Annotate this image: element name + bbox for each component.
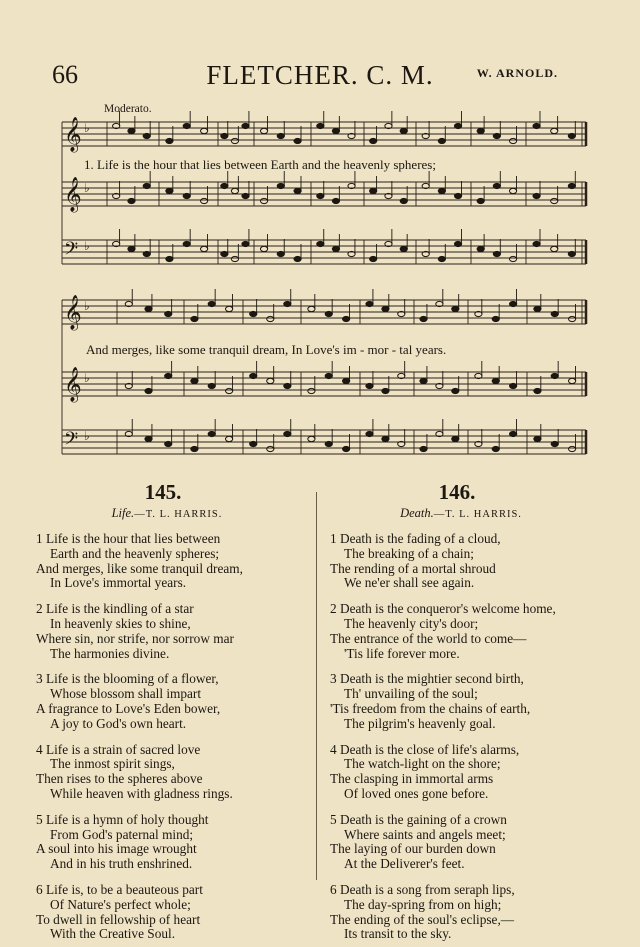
notehead	[534, 388, 541, 393]
notehead	[382, 306, 389, 311]
notehead	[477, 246, 484, 251]
notehead	[400, 246, 407, 251]
stanza	[22, 532, 312, 591]
notehead	[166, 188, 173, 193]
verse-line: And in his truth enshrined.	[50, 856, 193, 872]
notehead	[267, 316, 274, 321]
notehead	[317, 193, 324, 198]
notehead	[166, 138, 173, 143]
verse-line: 'Tis life forever more.	[344, 645, 460, 661]
key-signature-flat: ♭	[84, 299, 90, 313]
notehead	[165, 373, 172, 378]
key-signature-flat: ♭	[84, 181, 90, 195]
notehead	[284, 301, 291, 306]
notehead	[250, 373, 257, 378]
notehead	[493, 251, 500, 256]
notehead	[250, 441, 257, 446]
notehead	[452, 436, 459, 441]
notehead	[343, 316, 350, 321]
notehead	[242, 193, 249, 198]
verse-line: Of Nature's perfect whole;	[50, 896, 191, 912]
notehead	[267, 446, 274, 451]
composer-credit: W. ARNOLD.	[476, 66, 558, 80]
notehead	[551, 311, 558, 316]
notehead	[226, 306, 233, 311]
verse-line: 'Tis freedom from the chains of earth,	[330, 700, 531, 716]
notehead	[534, 306, 541, 311]
notehead	[128, 246, 135, 251]
notehead	[231, 138, 238, 143]
stanza	[316, 672, 606, 731]
notehead	[325, 373, 332, 378]
stanza	[316, 743, 606, 802]
notehead	[325, 441, 332, 446]
notehead	[477, 128, 484, 133]
notehead	[400, 128, 407, 133]
notehead	[191, 316, 198, 321]
verse-line: The heavenly city's door;	[344, 615, 479, 631]
stanza	[316, 813, 606, 872]
verse-line: The pilgrim's heavenly goal.	[344, 715, 496, 731]
notehead	[191, 446, 198, 451]
verse-line: 3 Death is the mightier second birth,	[330, 671, 524, 687]
stanza	[316, 602, 606, 661]
notehead	[509, 256, 516, 261]
notehead	[438, 138, 445, 143]
notehead	[533, 193, 540, 198]
verse-line: The watch-light on the shore;	[344, 756, 501, 772]
verse-line: While heaven with gladness rings.	[50, 785, 233, 801]
notehead	[438, 256, 445, 261]
notehead	[260, 128, 267, 133]
notehead	[208, 383, 215, 388]
key-signature-flat: ♭	[84, 371, 90, 385]
notehead	[284, 431, 291, 436]
verse-line: The entrance of the world to come—	[330, 630, 527, 646]
verse-line: The day-spring from on high;	[344, 896, 502, 912]
notehead	[226, 436, 233, 441]
notehead	[143, 251, 150, 256]
verse-line: Th' unvailing of the soul;	[344, 686, 478, 702]
verse-line: 5 Death is the gaining of a crown	[330, 811, 507, 827]
notehead	[366, 431, 373, 436]
verse-line: From God's paternal mind;	[50, 826, 194, 842]
verse-line: The harmonies divine.	[50, 645, 170, 661]
notehead	[569, 378, 576, 383]
stanza-list	[316, 532, 606, 942]
tempo-marking: Moderato.	[104, 103, 152, 115]
notehead	[221, 251, 228, 256]
verse-line: 6 Life is, to be a beauteous part	[36, 881, 203, 897]
stanza	[316, 532, 606, 591]
notehead	[294, 256, 301, 261]
notehead	[477, 198, 484, 203]
key-signature-flat: ♭	[84, 239, 90, 253]
notehead	[231, 256, 238, 261]
notehead	[452, 306, 459, 311]
notehead	[294, 188, 301, 193]
notehead	[382, 388, 389, 393]
notehead	[510, 383, 517, 388]
notehead	[183, 123, 190, 128]
notehead	[242, 123, 249, 128]
notehead	[370, 138, 377, 143]
notehead	[400, 198, 407, 203]
verse-line: At the Deliverer's feet.	[344, 856, 465, 872]
hymn-author: —T. L. HARRIS.	[433, 509, 522, 520]
key-signature-flat: ♭	[84, 121, 90, 135]
hymn-number: 145.	[144, 480, 182, 504]
verse-line: We ne'er shall see again.	[344, 575, 475, 591]
verse-line: Where sin, nor strife, nor sorrow mar	[36, 630, 234, 646]
notehead	[183, 241, 190, 246]
notehead	[332, 198, 339, 203]
verse-line: Its transit to the sky.	[344, 926, 452, 942]
page-number: 66	[52, 60, 78, 89]
notehead	[370, 256, 377, 261]
notehead	[509, 138, 516, 143]
treble-clef: 𝄞	[64, 295, 82, 330]
notehead	[533, 241, 540, 246]
notehead	[492, 378, 499, 383]
tune-title: FLETCHER. C. M.	[206, 60, 434, 90]
verse-line: Earth and the heavenly spheres;	[50, 545, 220, 561]
music-score	[0, 0, 640, 460]
stanza-list	[22, 532, 312, 942]
verse-line: 4 Life is a strain of sacred love	[36, 741, 201, 757]
notehead	[308, 306, 315, 311]
verse-line: Then rises to the spheres above	[36, 771, 203, 787]
verse-line: 2 Death is the conqueror's welcome home,	[330, 601, 556, 617]
notehead	[201, 128, 208, 133]
notehead	[492, 316, 499, 321]
notehead	[145, 436, 152, 441]
notehead	[551, 246, 558, 251]
notehead	[551, 128, 558, 133]
notehead	[493, 183, 500, 188]
hymn-title: Life.	[111, 506, 135, 520]
notehead	[231, 188, 238, 193]
hymn-number: 146.	[438, 480, 476, 504]
notehead	[308, 388, 315, 393]
notehead	[145, 306, 152, 311]
notehead	[332, 128, 339, 133]
hymn-145	[22, 480, 312, 942]
notehead	[325, 311, 332, 316]
hymn-title: Death.	[400, 506, 434, 520]
verse-line: The laying of our burden down	[330, 841, 496, 857]
notehead	[294, 138, 301, 143]
notehead	[143, 183, 150, 188]
notehead	[250, 311, 257, 316]
notehead	[343, 446, 350, 451]
notehead	[493, 133, 500, 138]
hymn-subtitle	[316, 506, 606, 521]
hymn-146	[316, 480, 606, 942]
treble-clef: 𝄞	[64, 117, 82, 152]
notehead	[284, 383, 291, 388]
verse-line: And merges, like some tranquil dream,	[36, 560, 243, 576]
notehead	[201, 198, 208, 203]
notehead	[510, 431, 517, 436]
stanza	[22, 883, 312, 942]
verse-line: A fragrance to Love's Eden bower,	[36, 700, 221, 716]
verse-line: To dwell in fellowship of heart	[36, 911, 201, 927]
notehead	[370, 188, 377, 193]
verse-line: 2 Life is the kindling of a star	[36, 601, 194, 617]
verse-line: Whose blossom shall impart	[50, 686, 202, 702]
notehead	[277, 251, 284, 256]
notehead	[420, 378, 427, 383]
notehead	[568, 183, 575, 188]
hymn-subtitle	[22, 506, 312, 521]
bass-clef: 𝄢	[64, 239, 79, 264]
notehead	[454, 193, 461, 198]
verse-line: In heavenly skies to shine,	[50, 615, 191, 631]
treble-clef: 𝄞	[64, 177, 82, 212]
notehead	[308, 436, 315, 441]
notehead	[492, 446, 499, 451]
notehead	[145, 388, 152, 393]
notehead	[366, 383, 373, 388]
notehead	[226, 388, 233, 393]
notehead	[366, 301, 373, 306]
notehead	[165, 441, 172, 446]
notehead	[143, 133, 150, 138]
notehead	[221, 183, 228, 188]
notehead	[242, 241, 249, 246]
hymn-author: —T. L. HARRIS.	[134, 509, 223, 520]
notehead	[569, 316, 576, 321]
notehead	[165, 311, 172, 316]
notehead	[420, 316, 427, 321]
verse-line: The inmost spirit sings,	[50, 756, 175, 772]
key-signature-flat: ♭	[84, 429, 90, 443]
notehead	[454, 123, 461, 128]
notehead	[332, 246, 339, 251]
verse-line: The breaking of a chain;	[344, 545, 474, 561]
verse-line: The rending of a mortal shroud	[330, 560, 496, 576]
notehead	[568, 251, 575, 256]
notehead	[183, 193, 190, 198]
notehead	[317, 123, 324, 128]
verse-line: 1 Death is the fading of a cloud,	[330, 531, 501, 546]
verse-line: Where saints and angels meet;	[344, 826, 506, 842]
notehead	[208, 301, 215, 306]
verse-line: With the Creative Soul.	[50, 926, 176, 942]
verse-line: 5 Life is a hymn of holy thought	[36, 811, 209, 827]
notehead	[382, 436, 389, 441]
notehead	[551, 373, 558, 378]
lyrics-line-2: And merges, like some tranquil dream, In Love's im - mor - tal years.	[86, 342, 447, 357]
stanza	[22, 813, 312, 872]
notehead	[420, 446, 427, 451]
notehead	[277, 183, 284, 188]
verse-line: The clasping in immortal arms	[330, 771, 494, 787]
notehead	[534, 436, 541, 441]
notehead	[191, 378, 198, 383]
verse-line: 1 Life is the hour that lies between	[36, 531, 221, 546]
treble-clef: 𝄞	[64, 367, 82, 402]
notehead	[260, 198, 267, 203]
stanza	[316, 883, 606, 942]
notehead	[438, 188, 445, 193]
verse-line: The ending of the soul's eclipse,—	[330, 911, 515, 927]
notehead	[128, 128, 135, 133]
notehead	[533, 123, 540, 128]
verse-line: Of loved ones gone before.	[344, 785, 489, 801]
notehead	[454, 241, 461, 246]
notehead	[509, 188, 516, 193]
stanza	[22, 743, 312, 802]
notehead	[551, 441, 558, 446]
notehead	[510, 301, 517, 306]
notehead	[267, 378, 274, 383]
verse-line: 4 Death is the close of life's alarms,	[330, 741, 520, 757]
stanza	[22, 602, 312, 661]
notehead	[551, 198, 558, 203]
verse-line: 3 Life is the blooming of a flower,	[36, 671, 219, 687]
notehead	[128, 198, 135, 203]
verse-line: 6 Death is a song from seraph lips,	[330, 881, 515, 897]
notehead	[208, 431, 215, 436]
verse-line: In Love's immortal years.	[50, 575, 187, 591]
stanza	[22, 672, 312, 731]
notehead	[260, 246, 267, 251]
verse-line: A joy to God's own heart.	[50, 715, 187, 731]
notehead	[343, 378, 350, 383]
notehead	[569, 446, 576, 451]
notehead	[568, 133, 575, 138]
notehead	[201, 246, 208, 251]
notehead	[452, 388, 459, 393]
verse-line: A soul into his image wrought	[36, 841, 197, 857]
notehead	[166, 256, 173, 261]
lyrics-line-1: 1. Life is the hour that lies between Earth and the heavenly spheres;	[84, 157, 436, 172]
bass-clef: 𝄢	[64, 429, 79, 454]
notehead	[221, 133, 228, 138]
notehead	[277, 133, 284, 138]
notehead	[317, 241, 324, 246]
